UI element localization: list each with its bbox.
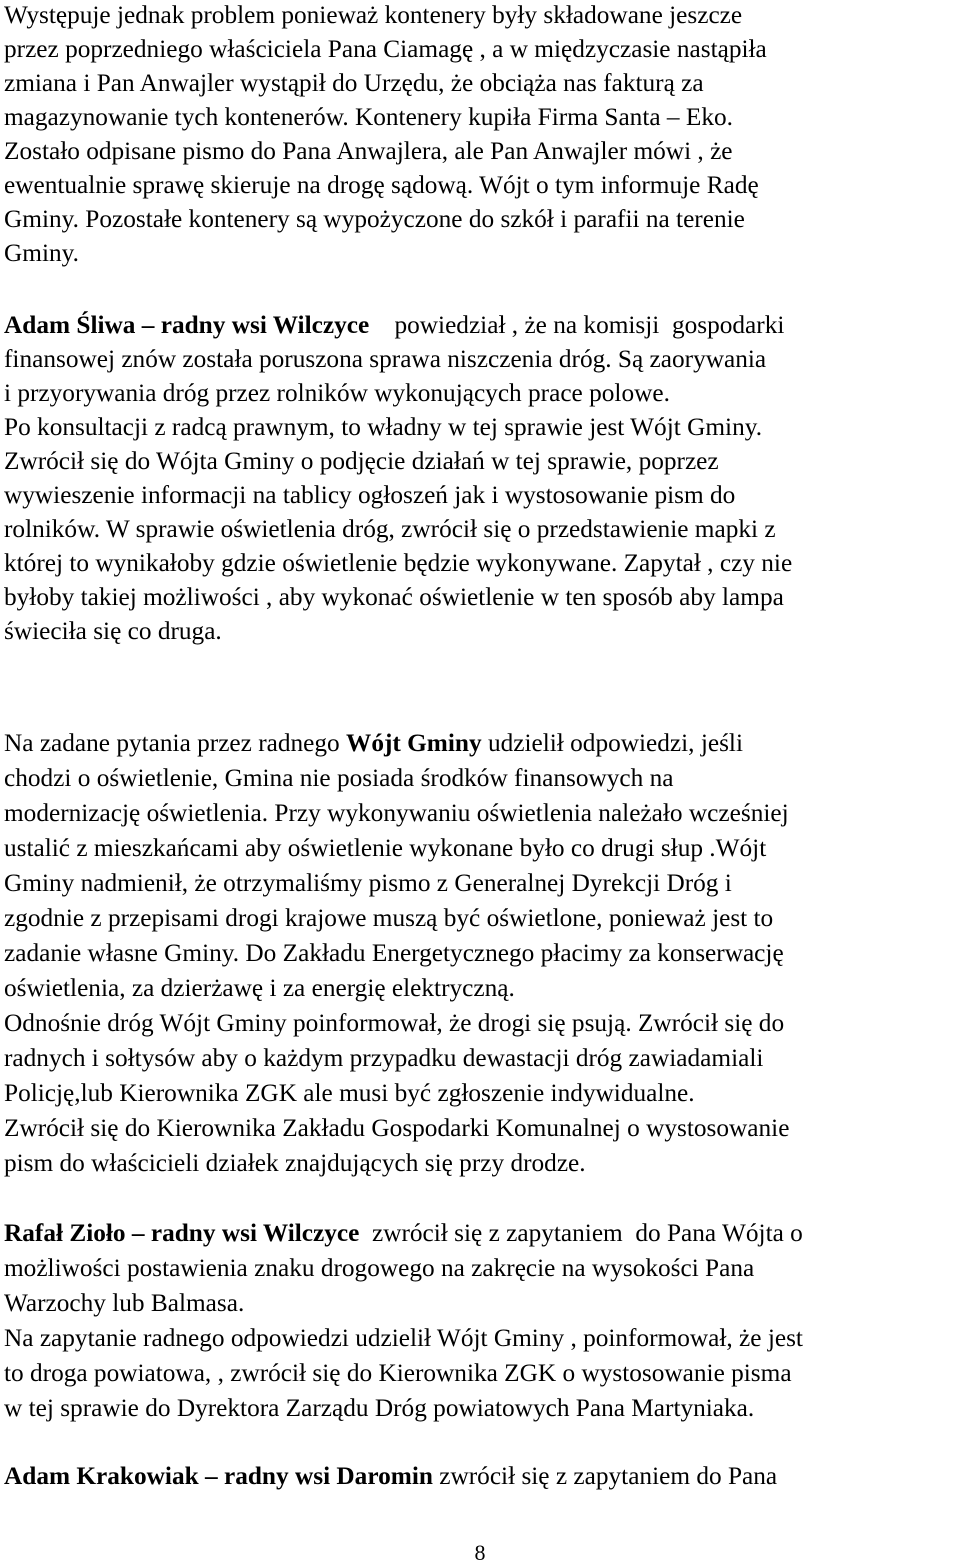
page-number: 8 [474,1540,486,1565]
text-line: Gminy. Pozostałe kontenery są wypożyczone do szkół i parafii na terenie [4,205,745,233]
text-line: Gminy nadmienił, że otrzymaliśmy pismo z Generalnej Dyrekcji Dróg i [4,869,732,897]
text-line: Zostało odpisane pismo do Pana Anwajlera, ale Pan Anwajler mówi , że [4,137,733,165]
text-line: Gminy. [4,239,79,267]
text-line: Warzochy lub Balmasa. [4,1289,245,1317]
text-line [4,1461,777,1491]
text-line: chodzi o oświetlenie, Gmina nie posiada środków finansowych na [4,764,674,792]
text-line: oświetlenia, za dzierżawę i za energię elektryczną. [4,974,515,1002]
text-span: zwrócił się z zapytaniem do Pana [432,1462,778,1490]
text-line: zadanie własne Gminy. Do Zakładu Energetycznego płacimy za konserwację [4,939,784,967]
text-line: radnych i sołtysów aby o każdym przypadku dewastacji dróg zawiadamiali [4,1044,764,1072]
text-line: Zwrócił się do Kierownika Zakładu Gospodarki Komunalnej o wystosowanie [4,1114,790,1142]
text-line: Zwrócił się do Wójta Gminy o podjęcie działań w tej sprawie, poprzez [4,447,719,475]
text-line: Po konsultacji z radcą prawnym, to władny w tej sprawie jest Wójt Gminy. [4,413,763,441]
text-line [4,728,743,758]
text-line: Odnośnie dróg Wójt Gminy poinformował, że drogi się psują. Zwrócił się do [4,1009,785,1037]
text-line: świeciła się co druga. [4,617,222,645]
text-span: powiedział , że na komisji gospodarki [369,311,785,339]
text-line: to droga powiatowa, , zwrócił się do Kierownika ZGK o wystosowanie pisma [4,1359,792,1387]
text-line: i przyorywania dróg przez rolników wykonujących prace polowe. [4,379,670,407]
text-line: magazynowanie tych kontenerów. Kontenery kupiła Firma Santa – Eko. [4,103,733,131]
text-line: byłoby takiej możliwości , aby wykonać oświetlenie w ten sposób aby lampa [4,583,784,611]
text-line: możliwości postawienia znaku drogowego na zakręcie na wysokości Pana [4,1254,755,1282]
text-line: zgodnie z przepisami drogi krajowe muszą być oświetlone, ponieważ jest to [4,904,774,932]
text-line: wywieszenie informacji na tablicy ogłoszeń jak i wystosowanie pism do [4,481,736,509]
text-line: przez poprzedniego właściciela Pana Ciamagę , a w międzyczasie nastąpiła [4,35,767,63]
speaker-name: Wójt Gminy [346,729,482,757]
text-line: pism do właścicieli działek znajdujących się przy drodze. [4,1149,586,1177]
speaker-name: Adam Krakowiak – radny wsi Daromin [4,1462,433,1490]
text-line: Występuje jednak problem ponieważ kontenery były składowane jeszcze [4,1,743,29]
text-line: rolników. W sprawie oświetlenia dróg, zwrócił się o przedstawienie mapki z [4,515,776,543]
text-line: której to wynikałoby gdzie oświetlenie będzie wykonywane. Zapytał , czy nie [4,549,793,577]
text-line: w tej sprawie do Dyrektora Zarządu Dróg powiatowych Pana Martyniaka. [4,1394,755,1422]
text-span: zwrócił się z zapytaniem do Pana Wójta o [359,1219,803,1247]
text-span: udzielił odpowiedzi, jeśli [481,729,743,757]
speaker-name: Adam Śliwa – radny wsi Wilczyce [4,311,370,339]
text-span: Na zadane pytania przez radnego [4,729,347,757]
text-line: Policję,lub Kierownika ZGK ale musi być zgłoszenie indywidualne. [4,1079,695,1107]
text-line: Na zapytanie radnego odpowiedzi udzielił Wójt Gminy , poinformował, że jest [4,1324,803,1352]
text-line: zmiana i Pan Anwajler wystąpił do Urzędu, że obciąża nas fakturą za [4,69,704,97]
text-line: ustalić z mieszkańcami aby oświetlenie wykonane było co drugi słup .Wójt [4,834,767,862]
text-line [4,1218,803,1248]
text-line: ewentualnie sprawę skieruje na drogę sądową. Wójt o tym informuje Radę [4,171,759,199]
text-line: modernizację oświetlenia. Przy wykonywaniu oświetlenia należało wcześniej [4,799,789,827]
text-line [4,310,784,340]
speaker-name: Rafał Zioło – radny wsi Wilczyce [4,1219,360,1247]
text-line: finansowej znów została poruszona sprawa niszczenia dróg. Są zaorywania [4,345,767,373]
